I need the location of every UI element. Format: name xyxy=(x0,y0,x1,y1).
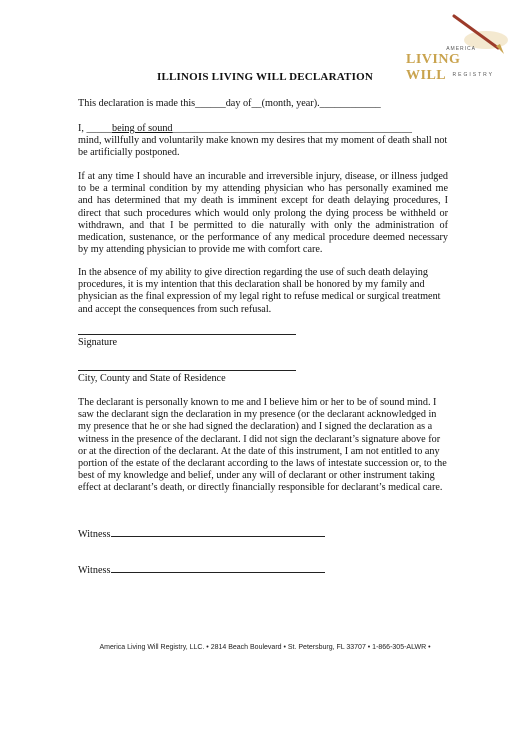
witness-2-label: Witness xyxy=(78,565,111,576)
witness-1-label: Witness xyxy=(78,529,111,540)
declarant-name-blank[interactable]: _____ xyxy=(86,123,112,134)
signature-line[interactable] xyxy=(78,334,296,335)
witness-1-row xyxy=(78,528,325,540)
logo-bottom-text: REGISTRY xyxy=(452,72,494,78)
residence-label: City, County and State of Residence xyxy=(78,373,226,384)
intro-text-2: day of xyxy=(225,98,252,109)
witness-2-row xyxy=(78,564,325,576)
document-title: ILLINOIS LIVING WILL DECLARATION xyxy=(157,71,373,83)
witness-1-signature-line[interactable] xyxy=(111,528,325,537)
declarant-start: I, xyxy=(78,123,84,134)
witness-paragraph: The declarant is personally known to me and I believe him or her to be of sound mind. I saw the declarant sign the declaration in my presence (or the declarant acknowledged in my presence that he or she had signed the declaration) and I signed the declaration as a witness in the presence of the declarant. I did not sign the declarant’s signature above for or at the direction of the declarant. At the date of this instrument, I am not entitled to any portion of the estate of the declarant according to the laws of intestate succession or, to the best of my knowledge and belief, under any will of declarant or other instrument taking effect at declarant’s death, or directly financially responsible for declarant’s medical care. xyxy=(78,397,447,494)
being-of-sound-text: being of sound xyxy=(111,123,173,134)
witness-2-signature-line[interactable] xyxy=(111,564,325,573)
brand-logo xyxy=(406,14,516,83)
terminal-condition-paragraph: If at any time I should have an incurable and irreversible injury, disease, or illness judged to be a terminal condition by my attending physician who has personally examined me and has determined that my death is imminent except for death delaying procedures, I direct that such procedures which would only prolong the dying process be withheld or withdrawn, and that I be permitted to die naturally with only the administration of medication, sustenance, or the performance of any medical procedure deemed necessary by my attending physician to provide me with comfort care. xyxy=(78,171,448,256)
declarant-paragraph xyxy=(78,123,448,160)
month-year-blank[interactable]: __(month, year).____________ xyxy=(251,98,381,109)
declarant-extra-blank[interactable]: _______________________________________________ xyxy=(172,123,412,134)
intro-text-1: This declaration is made this xyxy=(78,98,196,109)
footer-contact: America Living Will Registry, LLC. • 2814 Beach Boulevard • St. Petersburg, FL 33707 • 1-866-305-ALWR • xyxy=(99,644,431,651)
residence-line[interactable] xyxy=(78,370,296,371)
day-blank[interactable]: ______ xyxy=(195,98,226,109)
signature-label: Signature xyxy=(78,337,118,348)
logo-top-text: AMERICA xyxy=(446,46,476,52)
absence-paragraph: In the absence of my ability to give direction regarding the use of such death delaying procedures, it is my intention that this declaration shall be honored by my family and physician as the final expression of my legal right to refuse medical or surgical treatment and accept the consequences from such refusal. xyxy=(78,267,441,315)
logo-main-text: LIVING WILL xyxy=(406,52,461,83)
declarant-rest: mind, willfully and voluntarily make known my desires that my moment of death shall not be artificially postponed. xyxy=(78,135,448,159)
intro-line xyxy=(78,98,448,110)
